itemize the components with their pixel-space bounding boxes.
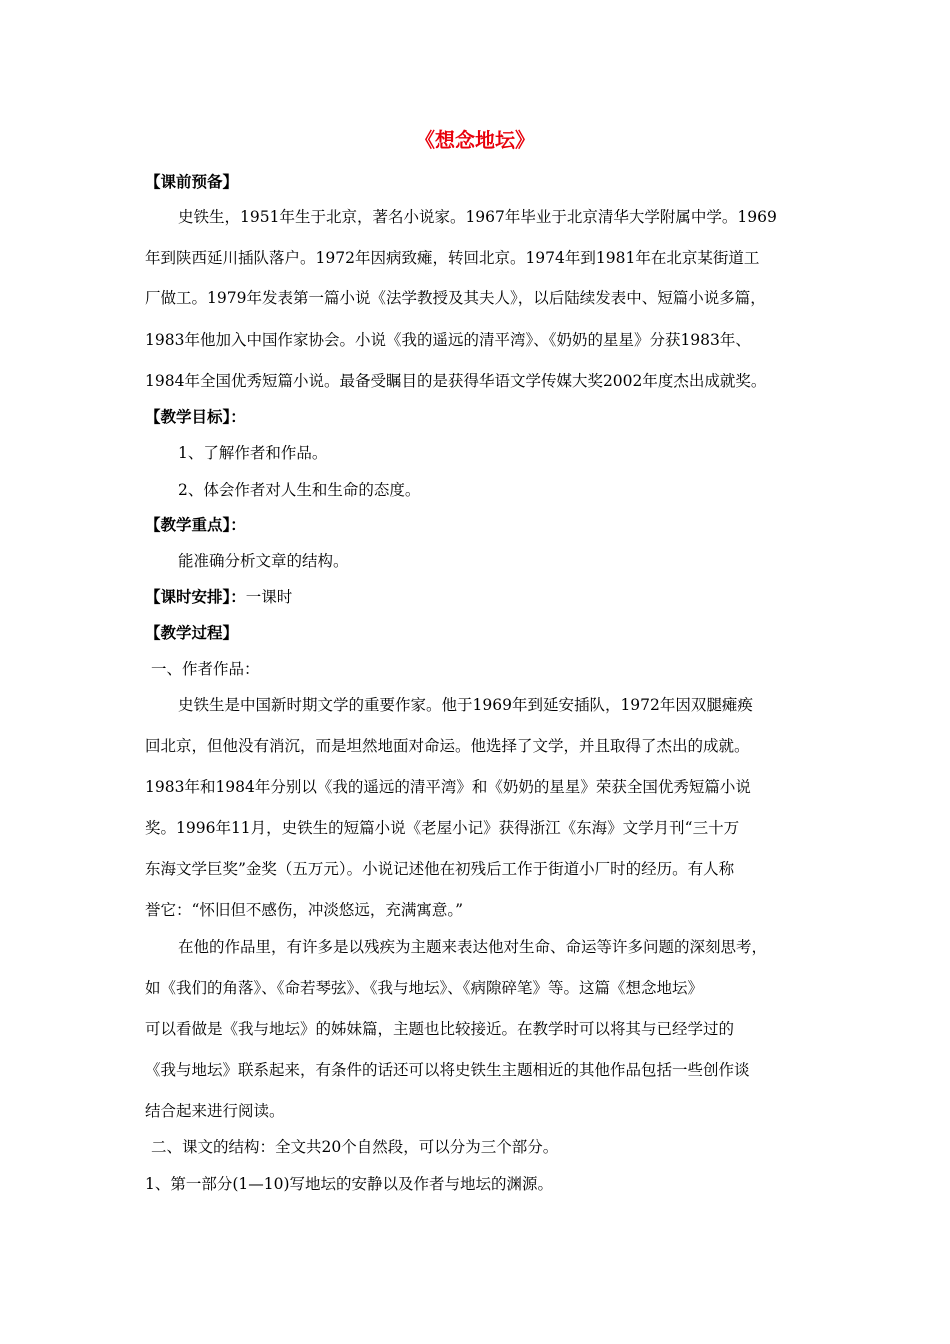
prep-line-4: 1983年他加入中国作家协会。小说《我的遥远的清平湾》、《奶奶的星星》分获1983年、 (145, 331, 751, 349)
para2-line-3: 可以看做是《我与地坛》的姊妹篇，主题也比较接近。在教学时可以将其与已经学过的 (145, 1020, 735, 1038)
para1-line-1: 史铁生是中国新时期文学的重要作家。他于1969年到延安插队，1972年因双腿瘫痪 (178, 696, 753, 714)
prep-line-3: 厂做工。1979年发表第一篇小说《法学教授及其夫人》，以后陆续发表中、短篇小说多篇， (145, 289, 766, 307)
schedule-value: 一课时 (245, 588, 293, 606)
para2-line-5: 结合起来进行阅读。 (145, 1102, 285, 1120)
part2-item-1: 1、第一部分(1—10)写地坛的安静以及作者与地坛的渊源。 (145, 1175, 554, 1193)
prep-line-1: 史铁生，1951年生于北京，著名小说家。1967年毕业于北京清华大学附属中学。1969 (178, 208, 777, 226)
para1-line-5: 东海文学巨奖”金奖（五万元）。小说记述他在初残后工作于街道小厂时的经历。有人称 (145, 860, 735, 878)
prep-line-5: 1984年全国优秀短篇小说。最备受瞩目的是获得华语文学传媒大奖2002年度杰出成就奖。 (145, 372, 767, 390)
para2-line-2: 如《我们的角落》、《命若琴弦》、《我与地坛》、《病隙碎笔》等。这篇《想念地坛》 (145, 979, 704, 997)
section-heading-schedule: 【课时安排】： (145, 588, 246, 606)
part1-label: 一、作者作品： (151, 660, 260, 678)
schedule-line (145, 587, 292, 607)
para2-line-4: 《我与地坛》联系起来，有条件的话还可以将史铁生主题相近的其他作品包括一些创作谈 (145, 1061, 750, 1079)
prep-line-2: 年到陕西延川插队落户。1972年因病致瘫，转回北京。1974年到1981年在北京某街道工 (145, 249, 760, 267)
part2-label: 二、课文的结构：全文共20个自然段，可以分为三个部分。 (151, 1138, 559, 1156)
section-heading-process: 【教学过程】 (145, 624, 239, 642)
document-title: 《想念地坛》 (415, 128, 535, 152)
section-heading-goals: 【教学目标】： (145, 408, 246, 426)
para1-line-3: 1983年和1984年分别以《我的遥远的清平湾》和《奶奶的星星》荣获全国优秀短篇小说 (145, 778, 751, 796)
goal-item-2: 2、体会作者对人生和生命的态度。 (178, 481, 421, 499)
section-heading-focus: 【教学重点】： (145, 516, 246, 534)
para1-line-2: 回北京，但他没有消沉，而是坦然地面对命运。他选择了文学，并且取得了杰出的成就。 (145, 737, 750, 755)
focus-text: 能准确分析文章的结构。 (178, 552, 349, 570)
para1-line-6: 誉它：“怀旧但不感伤，冲淡悠远，充满寓意。” (145, 901, 464, 919)
para2-line-1: 在他的作品里，有许多是以残疾为主题来表达他对生命、命运等许多问题的深刻思考， (178, 938, 768, 956)
para1-line-4: 奖。1996年11月，史铁生的短篇小说《老屋小记》获得浙江《东海》文学月刊“三十万 (145, 819, 740, 837)
goal-item-1: 1、了解作者和作品。 (178, 444, 328, 462)
section-heading-prep: 【课前预备】 (145, 173, 239, 191)
